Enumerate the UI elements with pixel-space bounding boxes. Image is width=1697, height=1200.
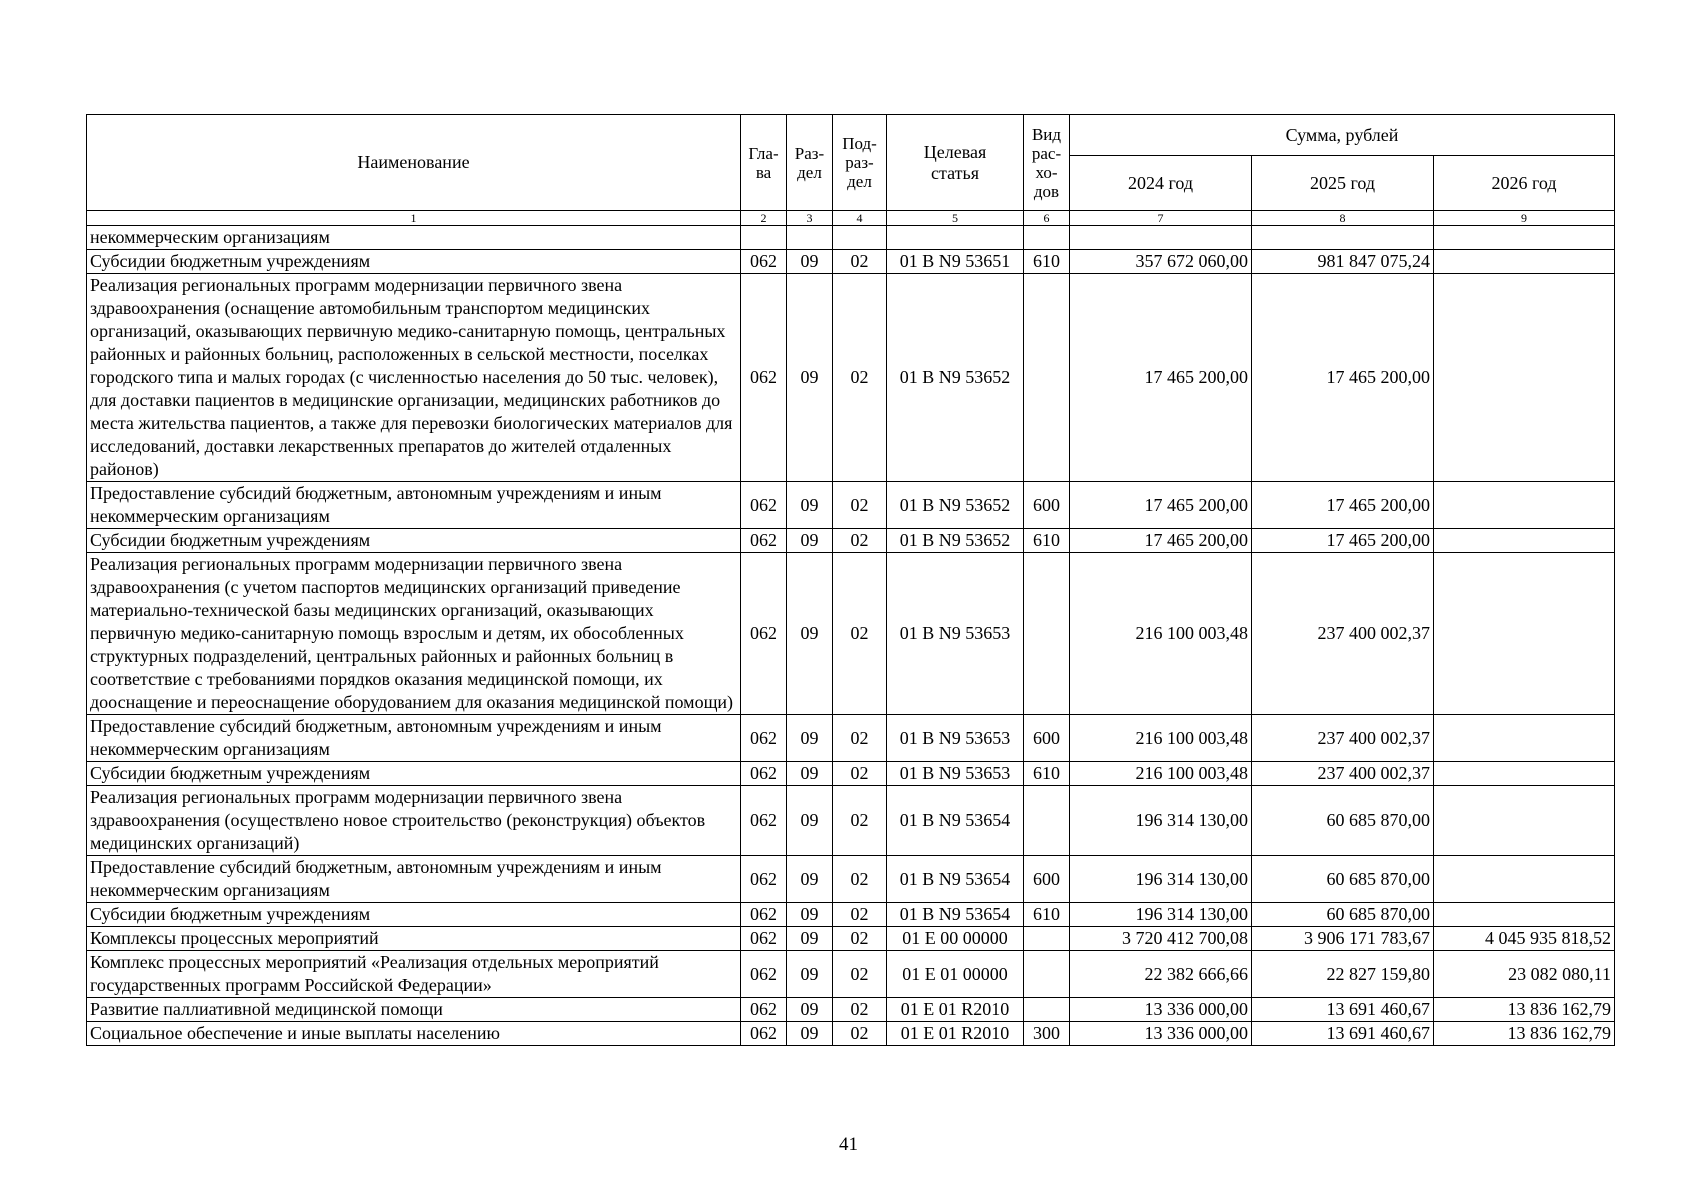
row-vid: 600 [1024, 856, 1070, 903]
column-number: 7 [1070, 211, 1252, 226]
header-razdel: Раз- дел [787, 115, 833, 211]
table-row [87, 903, 1615, 927]
row-glava: 062 [741, 250, 787, 274]
row-amount-2025: 237 400 002,37 [1252, 553, 1434, 715]
row-razdel: 09 [787, 786, 833, 856]
row-amount-2026 [1434, 762, 1615, 786]
row-amount-2025: 17 465 200,00 [1252, 529, 1434, 553]
row-target: 01 Е 01 00000 [887, 951, 1024, 998]
header-podrazdel: Под- раз- дел [833, 115, 887, 211]
row-amount-2026 [1434, 529, 1615, 553]
table-row [87, 274, 1615, 482]
row-razdel: 09 [787, 998, 833, 1022]
row-vid [1024, 274, 1070, 482]
column-number: 1 [87, 211, 741, 226]
row-amount-2024: 17 465 200,00 [1070, 482, 1252, 529]
header-year-2025: 2025 год [1252, 156, 1434, 211]
row-vid: 600 [1024, 715, 1070, 762]
row-glava: 062 [741, 274, 787, 482]
row-glava: 062 [741, 529, 787, 553]
row-podrazdel: 02 [833, 715, 887, 762]
row-amount-2026 [1434, 715, 1615, 762]
column-number: 5 [887, 211, 1024, 226]
row-glava: 062 [741, 951, 787, 998]
row-amount-2026 [1434, 482, 1615, 529]
row-name: Комплекс процессных мероприятий «Реализация отдельных мероприятий государственных программ Российской Федерации» [87, 951, 741, 998]
row-name: Комплексы процессных мероприятий [87, 927, 741, 951]
row-amount-2024: 357 672 060,00 [1070, 250, 1252, 274]
row-vid: 610 [1024, 762, 1070, 786]
row-razdel: 09 [787, 553, 833, 715]
row-glava: 062 [741, 903, 787, 927]
row-glava: 062 [741, 927, 787, 951]
row-target: 01 В N9 53652 [887, 274, 1024, 482]
table-row [87, 529, 1615, 553]
row-podrazdel: 02 [833, 998, 887, 1022]
row-razdel: 09 [787, 482, 833, 529]
row-podrazdel: 02 [833, 529, 887, 553]
table-row [87, 1022, 1615, 1046]
row-amount-2024: 13 336 000,00 [1070, 1022, 1252, 1046]
row-razdel: 09 [787, 274, 833, 482]
table-row [87, 856, 1615, 903]
page-number: 41 [839, 1134, 858, 1155]
row-amount-2026 [1434, 786, 1615, 856]
row-razdel: 09 [787, 250, 833, 274]
table-row [87, 715, 1615, 762]
header-name: Наименование [87, 115, 741, 211]
row-podrazdel: 02 [833, 786, 887, 856]
row-amount-2024: 216 100 003,48 [1070, 553, 1252, 715]
column-number-row [87, 211, 1615, 226]
row-amount-2025: 237 400 002,37 [1252, 762, 1434, 786]
row-razdel: 09 [787, 529, 833, 553]
header-target: Целевая статья [887, 115, 1024, 211]
row-amount-2026 [1434, 226, 1615, 250]
row-target [887, 226, 1024, 250]
table-row [87, 482, 1615, 529]
row-vid [1024, 226, 1070, 250]
row-amount-2025: 22 827 159,80 [1252, 951, 1434, 998]
row-amount-2024: 22 382 666,66 [1070, 951, 1252, 998]
budget-table [86, 114, 1615, 1046]
row-glava: 062 [741, 553, 787, 715]
row-amount-2025: 3 906 171 783,67 [1252, 927, 1434, 951]
row-target: 01 Е 01 R2010 [887, 998, 1024, 1022]
column-number: 8 [1252, 211, 1434, 226]
row-name: Реализация региональных программ модернизации первичного звена здравоохранения (оснащение автомобильным транспортом медицинских организаций, оказывающих первичную медико-санитарную помощь, центральных районных и районных больниц, расположенных в сельской местности, поселках городского типа и малых городах (с численностью населения до 50 тыс. человек), для доставки пациентов в медицинские организации, медицинских работников до места жительства пациентов, а также для перевозки биологических материалов для исследований, доставки лекарственных препаратов до жителей отдаленных районов) [87, 274, 741, 482]
row-target: 01 В N9 53652 [887, 529, 1024, 553]
row-glava: 062 [741, 786, 787, 856]
table-row [87, 250, 1615, 274]
row-vid: 600 [1024, 482, 1070, 529]
row-target: 01 В N9 53654 [887, 903, 1024, 927]
row-razdel: 09 [787, 1022, 833, 1046]
row-amount-2024: 17 465 200,00 [1070, 274, 1252, 482]
row-target: 01 Е 01 R2010 [887, 1022, 1024, 1046]
row-vid [1024, 786, 1070, 856]
row-target: 01 В N9 53654 [887, 786, 1024, 856]
row-amount-2025: 13 691 460,67 [1252, 1022, 1434, 1046]
row-name: некоммерческим организациям [87, 226, 741, 250]
row-razdel: 09 [787, 856, 833, 903]
row-amount-2026 [1434, 250, 1615, 274]
row-amount-2024: 17 465 200,00 [1070, 529, 1252, 553]
row-target: 01 В N9 53653 [887, 762, 1024, 786]
row-vid: 610 [1024, 529, 1070, 553]
row-podrazdel: 02 [833, 553, 887, 715]
row-razdel: 09 [787, 762, 833, 786]
header-summa: Сумма, рублей [1070, 115, 1615, 156]
row-podrazdel: 02 [833, 927, 887, 951]
row-amount-2025: 981 847 075,24 [1252, 250, 1434, 274]
header-year-2026: 2026 год [1434, 156, 1615, 211]
row-amount-2024 [1070, 226, 1252, 250]
row-amount-2024: 196 314 130,00 [1070, 786, 1252, 856]
table-row [87, 553, 1615, 715]
header-vid: Вид рас- хо- дов [1024, 115, 1070, 211]
row-podrazdel: 02 [833, 856, 887, 903]
row-glava: 062 [741, 482, 787, 529]
row-name: Предоставление субсидий бюджетным, автономным учреждениям и иным некоммерческим организациям [87, 856, 741, 903]
row-target: 01 В N9 53651 [887, 250, 1024, 274]
row-name: Субсидии бюджетным учреждениям [87, 903, 741, 927]
column-number: 3 [787, 211, 833, 226]
row-amount-2026 [1434, 903, 1615, 927]
row-razdel [787, 226, 833, 250]
row-glava [741, 226, 787, 250]
header-glava: Гла- ва [741, 115, 787, 211]
row-podrazdel: 02 [833, 1022, 887, 1046]
row-amount-2025: 237 400 002,37 [1252, 715, 1434, 762]
table-row [87, 927, 1615, 951]
column-number: 4 [833, 211, 887, 226]
row-target: 01 В N9 53653 [887, 553, 1024, 715]
row-glava: 062 [741, 715, 787, 762]
row-podrazdel: 02 [833, 482, 887, 529]
row-vid [1024, 951, 1070, 998]
row-amount-2024: 196 314 130,00 [1070, 903, 1252, 927]
row-amount-2024: 216 100 003,48 [1070, 762, 1252, 786]
row-podrazdel [833, 226, 887, 250]
row-amount-2024: 3 720 412 700,08 [1070, 927, 1252, 951]
row-vid [1024, 927, 1070, 951]
row-podrazdel: 02 [833, 903, 887, 927]
row-name: Субсидии бюджетным учреждениям [87, 250, 741, 274]
row-amount-2024: 216 100 003,48 [1070, 715, 1252, 762]
row-amount-2026 [1434, 553, 1615, 715]
row-amount-2024: 196 314 130,00 [1070, 856, 1252, 903]
row-vid: 610 [1024, 903, 1070, 927]
row-vid [1024, 553, 1070, 715]
row-name: Субсидии бюджетным учреждениям [87, 529, 741, 553]
row-amount-2026 [1434, 274, 1615, 482]
row-amount-2026: 4 045 935 818,52 [1434, 927, 1615, 951]
row-name: Субсидии бюджетным учреждениям [87, 762, 741, 786]
row-razdel: 09 [787, 903, 833, 927]
row-target: 01 В N9 53654 [887, 856, 1024, 903]
column-number: 6 [1024, 211, 1070, 226]
row-amount-2025: 60 685 870,00 [1252, 903, 1434, 927]
row-amount-2026: 13 836 162,79 [1434, 998, 1615, 1022]
table-row [87, 762, 1615, 786]
row-name: Реализация региональных программ модернизации первичного звена здравоохранения (с учетом паспортов медицинских организаций приведение материально-технической базы медицинских организаций, оказывающих первичную медико-санитарную помощь взрослым и детям, их обособленных структурных подразделений, центральных районных и районных больниц в соответствие с требованиями порядков оказания медицинской помощи, их дооснащение и переоснащение оборудованием для оказания медицинской помощи) [87, 553, 741, 715]
row-amount-2025: 60 685 870,00 [1252, 786, 1434, 856]
row-amount-2025 [1252, 226, 1434, 250]
row-glava: 062 [741, 1022, 787, 1046]
row-glava: 062 [741, 998, 787, 1022]
column-number: 9 [1434, 211, 1615, 226]
row-vid: 300 [1024, 1022, 1070, 1046]
row-name: Социальное обеспечение и иные выплаты населению [87, 1022, 741, 1046]
row-vid: 610 [1024, 250, 1070, 274]
row-glava: 062 [741, 762, 787, 786]
row-vid [1024, 998, 1070, 1022]
row-razdel: 09 [787, 951, 833, 998]
table-row [87, 226, 1615, 250]
row-target: 01 В N9 53653 [887, 715, 1024, 762]
row-amount-2024: 13 336 000,00 [1070, 998, 1252, 1022]
row-name: Реализация региональных программ модернизации первичного звена здравоохранения (осуществлено новое строительство (реконструкция) объектов медицинских организаций) [87, 786, 741, 856]
row-amount-2025: 60 685 870,00 [1252, 856, 1434, 903]
row-name: Предоставление субсидий бюджетным, автономным учреждениям и иным некоммерческим организациям [87, 482, 741, 529]
column-number: 2 [741, 211, 787, 226]
table-row [87, 951, 1615, 998]
row-name: Предоставление субсидий бюджетным, автономным учреждениям и иным некоммерческим организациям [87, 715, 741, 762]
row-name: Развитие паллиативной медицинской помощи [87, 998, 741, 1022]
row-razdel: 09 [787, 927, 833, 951]
row-target: 01 В N9 53652 [887, 482, 1024, 529]
row-amount-2026: 13 836 162,79 [1434, 1022, 1615, 1046]
header-year-2024: 2024 год [1070, 156, 1252, 211]
row-podrazdel: 02 [833, 951, 887, 998]
row-amount-2026 [1434, 856, 1615, 903]
row-razdel: 09 [787, 715, 833, 762]
row-podrazdel: 02 [833, 762, 887, 786]
row-amount-2026: 23 082 080,11 [1434, 951, 1615, 998]
table-row [87, 998, 1615, 1022]
row-target: 01 Е 00 00000 [887, 927, 1024, 951]
row-podrazdel: 02 [833, 250, 887, 274]
row-podrazdel: 02 [833, 274, 887, 482]
row-glava: 062 [741, 856, 787, 903]
table-row [87, 786, 1615, 856]
row-amount-2025: 17 465 200,00 [1252, 482, 1434, 529]
table-body [87, 226, 1615, 1046]
row-amount-2025: 13 691 460,67 [1252, 998, 1434, 1022]
row-amount-2025: 17 465 200,00 [1252, 274, 1434, 482]
